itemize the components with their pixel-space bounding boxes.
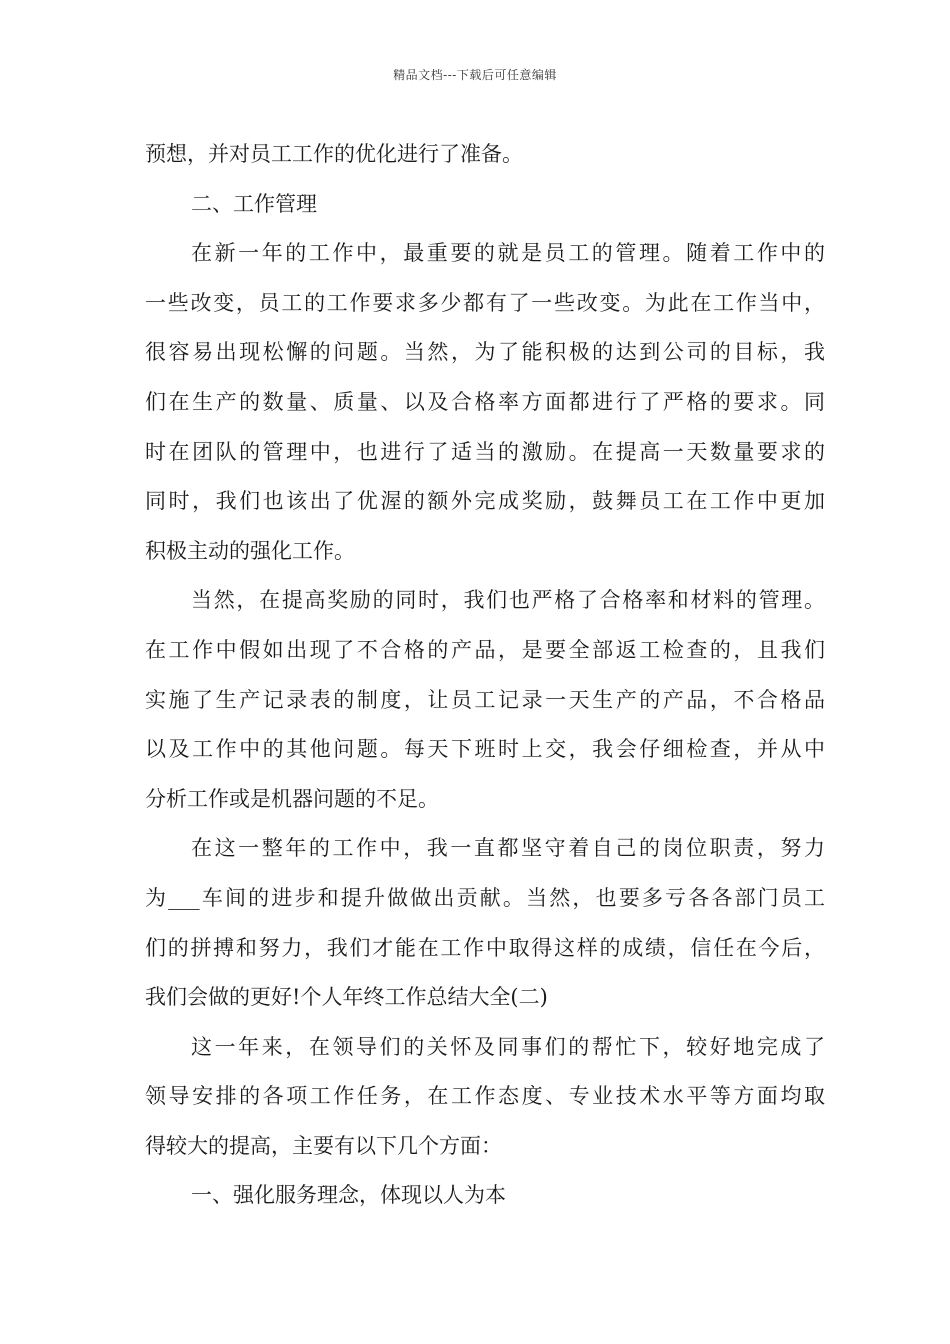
paragraph-line: 实施了生产记录表的制度，让员工记录一天生产的产品，不合格品: [145, 687, 825, 712]
paragraph-line: 领导安排的各项工作任务，在工作态度、专业技术水平等方面均取: [145, 1084, 825, 1109]
paragraph-line: 分析工作或是机器问题的不足。: [145, 786, 439, 811]
paragraph-line: 时在团队的管理中，也进行了适当的激励。在提高一天数量要求的: [145, 439, 825, 464]
paragraph-line: 很容易出现松懈的问题。当然，为了能积极的达到公司的目标，我: [145, 340, 825, 365]
paragraph-line: 们在生产的数量、质量、以及合格率方面都进行了严格的要求。同: [145, 389, 825, 414]
paragraph-line: 积极主动的强化工作。: [145, 538, 355, 563]
paragraph-line: 我们会做的更好!个人年终工作总结大全(二): [145, 985, 548, 1010]
section-heading: 一、强化服务理念，体现以人为本: [191, 1183, 506, 1208]
paragraph-line: 预想，并对员工工作的优化进行了准备。: [145, 142, 523, 166]
paragraph-line: 在工作中假如出现了不合格的产品，是要全部返工检查的，且我们: [145, 637, 825, 662]
paragraph-line: 以及工作中的其他问题。每天下班时上交，我会仔细检查，并从中: [145, 737, 825, 762]
paragraph-line: 同时，我们也该出了优渥的额外完成奖励，鼓舞员工在工作中更加: [145, 489, 825, 514]
page-header: 精品文档---下载后可任意编辑: [393, 68, 557, 82]
paragraph-line: 这一年来，在领导们的关怀及同事们的帮忙下，较好地完成了: [191, 1034, 825, 1059]
paragraph-line: 在这一整年的工作中，我一直都坚守着自己的岗位职责，努力: [191, 836, 825, 861]
paragraph-line: 在新一年的工作中，最重要的就是员工的管理。随着工作中的: [191, 241, 825, 266]
paragraph-line: 当然，在提高奖励的同时，我们也严格了合格率和材料的管理。: [191, 588, 825, 613]
section-heading: 二、工作管理: [191, 191, 317, 216]
paragraph-line: 得较大的提高，主要有以下几个方面：: [145, 1133, 502, 1158]
paragraph-line: 一些改变，员工的工作要求多少都有了一些改变。为此在工作当中，: [145, 290, 825, 315]
paragraph-line: 为___车间的进步和提升做做出贡献。当然，也要多亏各各部门员工: [145, 885, 825, 910]
document-body: [145, 130, 825, 1221]
paragraph-line: 们的拼搏和努力，我们才能在工作中取得这样的成绩，信任在今后，: [145, 935, 825, 960]
